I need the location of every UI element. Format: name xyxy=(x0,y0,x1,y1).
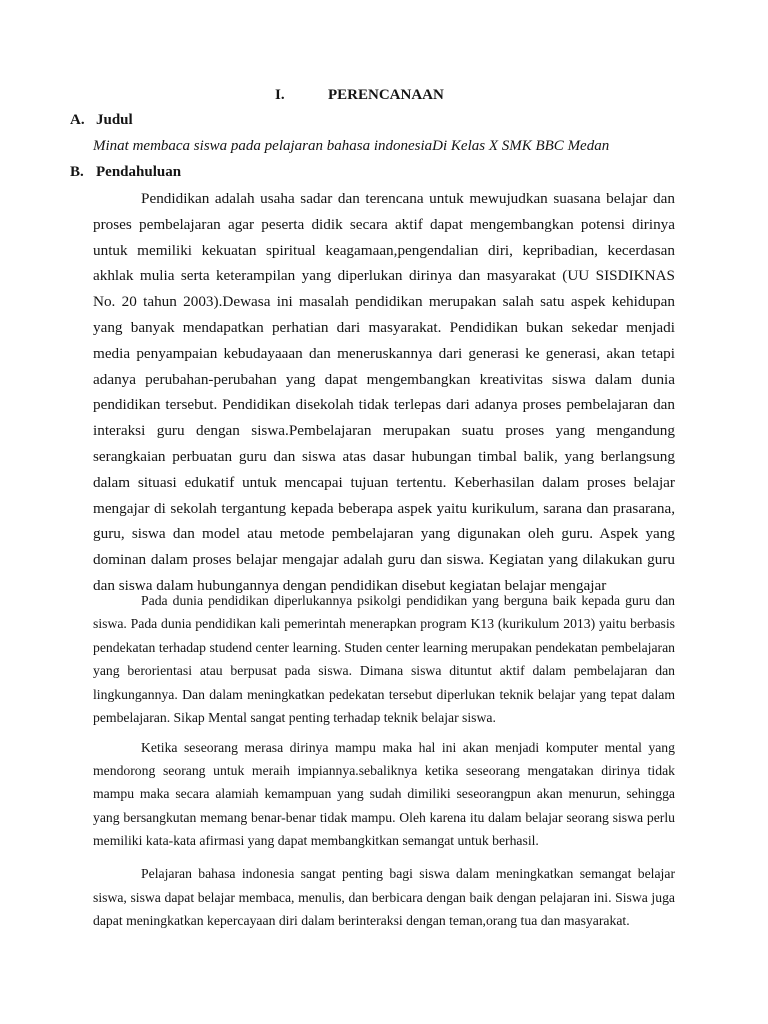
paragraph-2: Pada dunia pendidikan diperlukannya psikolgi pendidikan yang berguna baik kepada guru dan siswa. Pada dunia pendidikan kali pemerintah menerapkan program K13 (kurikulum 2013) yaitu berbasis pendekatan terhadap studend center learning. Studen center learning merupakan pendekatan pembelajaran yang berorientasi atau berpusat pada siswa. Dimana siswa dituntut aktif dalam pembelajaran dan lingkungannya. Dan dalam meningkatkan pedekatan tersebut diperlukan teknik belajar yang tepat dalam pembelajaran. Sikap Mental sangat penting terhadap teknik belajar siswa. xyxy=(93,593,675,726)
paragraph-3: Ketika seseorang merasa dirinya mampu maka hal ini akan menjadi komputer mental yang mendorong seorang untuk meraih impiannya.sebaliknya ketika seseorang mengatakan dirinya tidak mampu maka secara alamiah kemampuan yang sudah dimiliki seseorangpun akan menurun, sehingga yang bersangkutan memang benar-benar tidak mampu. Oleh karena itu dalam belajar seorang siswa perlu memiliki kata-kata afirmasi yang dapat membangkitkan semangat untuk berhasil. xyxy=(93,740,675,848)
section-a-letter: A. xyxy=(70,112,85,128)
section-b-label: Pendahuluan xyxy=(96,164,182,180)
section-a-label: Judul xyxy=(96,112,133,128)
section-b-heading xyxy=(70,164,181,181)
research-title: Minat membaca siswa pada pelajaran bahasa indonesiaDi Kelas X SMK BBC Medan xyxy=(93,138,610,154)
section-b-letter: B. xyxy=(70,164,84,180)
chapter-heading xyxy=(275,87,444,104)
paragraph-4: Pelajaran bahasa indonesia sangat penting bagi siswa dalam meningkatkan semangat belajar siswa, siswa dapat belajar membaca, menulis, dan berbicara dengan baik dengan pelajaran ini. Siswa juga dapat meningkatkan kepercayaan diri dalam berinteraksi dengan teman,orang tua dan masyarakat. xyxy=(93,866,675,929)
chapter-number: I. xyxy=(275,87,285,103)
section-a-heading xyxy=(70,112,133,129)
paragraph-1: Pendidikan adalah usaha sadar dan terencana untuk mewujudkan suasana belajar dan proses pembelajaran agar peserta didik secara aktif dapat mengembangkan potensi dirinya untuk memiliki kekuatan spiritual keagamaan,pengendalian diri, kepribadian, kecerdasan akhlak mulia serta keterampilan yang diperlukan dirinya dan masyarakat (UU SISDIKNAS No. 20 tahun 2003).Dewasa ini masalah pendidikan merupakan salah satu aspek kehidupan yang banyak mendapatkan perhatian dari masyarakat. Pendidikan bukan sekedar menjadi media penyampaian kebudayaaan dan meneruskannya dari generasi ke generasi, akan tetapi adanya perubahan-perubahan yang dapat mengembangkan kreativitas siswa dalam dunia pendidikan tersebut. Pendidikan disekolah tidak terlepas dari adanya proses pembelajaran dan interaksi guru dengan siswa.Pembelajaran merupakan suatu proses yang mengandung serangkaian perbuatan guru dan siswa atas dasar hubungan timbal balik, yang berlangsung dalam situasi edukatif untuk mencapai tujuan tertentu. Keberhasilan dalam proses belajar mengajar di sekolah tergantung kepada beberapa aspek yaitu kurikulum, sarana dan prasarana, guru, siswa dan model atau metode pembelajaran yang digunakan oleh guru. Aspek yang dominan dalam proses belajar mengajar adalah guru dan siswa. Kegiatan yang dilakukan guru dan siswa dalam hubungannya dengan pendidikan disebut kegiatan belajar mengajar xyxy=(93,190,675,594)
chapter-title: PERENCANAAN xyxy=(328,87,444,103)
